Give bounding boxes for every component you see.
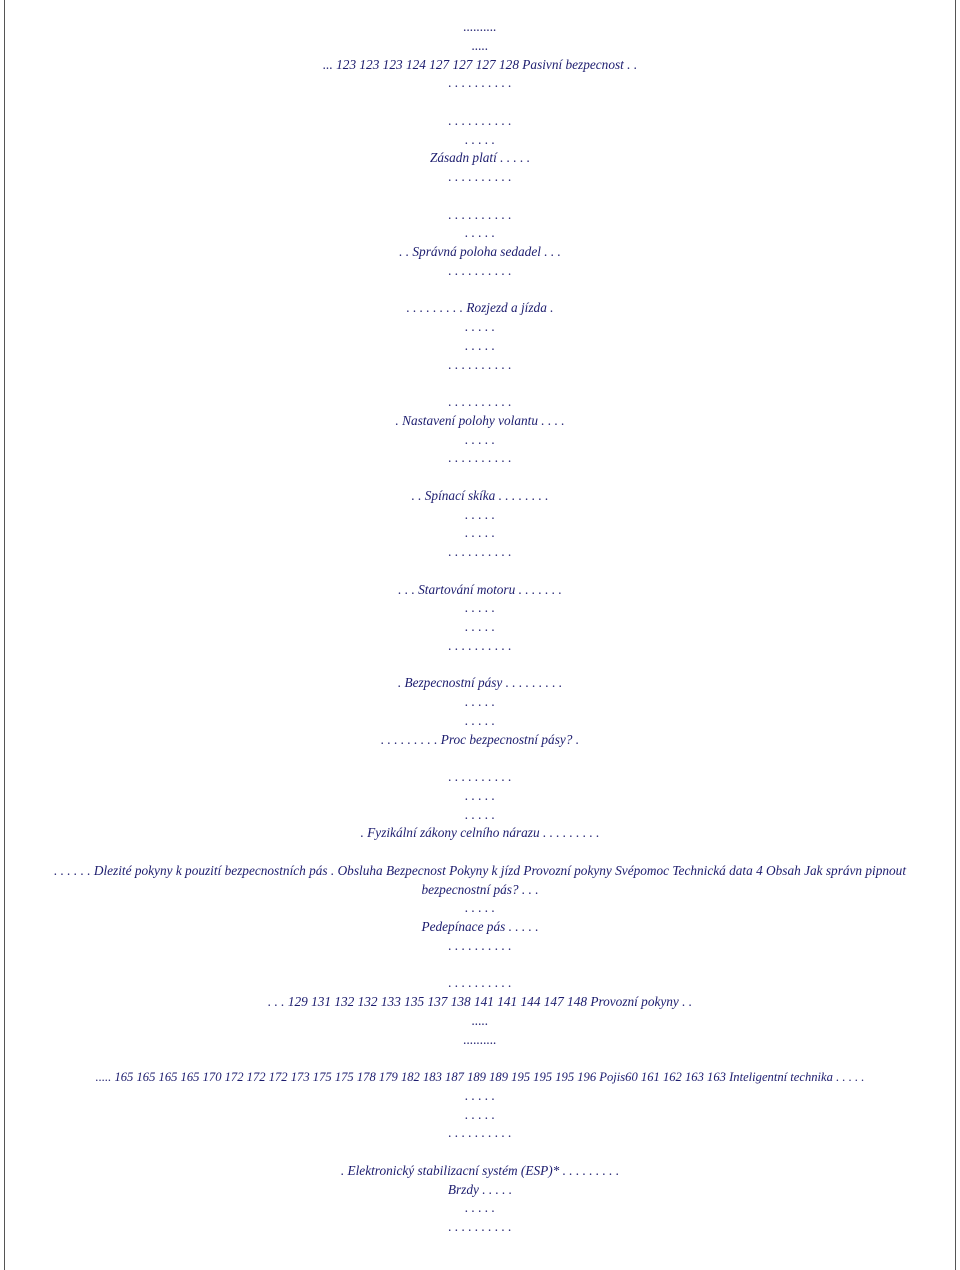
- toc-line: . . . . .: [465, 131, 495, 147]
- toc-line: . . . . .: [465, 600, 495, 616]
- toc-line: . . . . . . . . . .: [448, 262, 512, 278]
- toc-line: . . . . . . . . . .: [448, 112, 512, 128]
- toc-blank-line: [10, 749, 950, 768]
- toc-blank-line: [10, 656, 950, 675]
- toc-line: ... 123 123 123 124 127 127 127 128 Pasivní bezpecnost . .: [322, 56, 638, 72]
- toc-line: . . . . .: [465, 712, 495, 728]
- toc-line: . Bezpecnostní pásy . . . . . . . . .: [397, 675, 563, 691]
- toc-line: Pedepínace pás . . . . .: [421, 919, 539, 934]
- toc-line: . . . . .: [465, 525, 495, 541]
- toc-line: ..........: [463, 19, 497, 34]
- toc-line: . . . . . . . . . .: [448, 637, 512, 653]
- toc-line: . . . . . . . . . .: [448, 937, 512, 953]
- toc-line: Brzdy . . . . .: [447, 1181, 513, 1197]
- toc-paragraph: . . . . . . Dlezité pokyny k pouzití bezpecnostních pás . Obsluha Bezpecnost Pokyny k jízd Provozní pokyny Svépomoc Technická data 4 Obsah Jak správn pipnout bezpecnostní pás? . . .: [53, 862, 907, 897]
- toc-line: ..........: [463, 1031, 497, 1047]
- toc-line: . . . . . . . . . .: [448, 169, 512, 184]
- toc-line: . . . . .: [465, 1106, 495, 1122]
- toc-line: .....: [471, 1012, 489, 1028]
- toc-line: . . . . . . . . . .: [448, 450, 512, 466]
- toc-line: . . . . . . . . . .: [448, 544, 512, 559]
- toc-blank-line: [10, 468, 950, 487]
- toc-line: . . Správná poloha sedadel . . .: [399, 244, 561, 259]
- toc-blank-line: [10, 281, 950, 300]
- toc-line: . . . Startování motoru . . . . . . .: [398, 581, 562, 597]
- toc-blank-line: [10, 1143, 950, 1162]
- page-left-border: [4, 0, 5, 1270]
- toc-blank-line: [10, 1049, 950, 1068]
- toc-line: . . . . . . . . . Proc bezpecnostní pásy? .: [380, 731, 580, 747]
- toc-blank-line: [10, 956, 950, 975]
- toc-line: . . . 129 131 132 132 133 135 137 138 141 141 144 147 148 Provozní pokyny . .: [267, 994, 693, 1009]
- toc-line: Zásadn platí . . . . .: [429, 150, 531, 166]
- toc-line: . . . . . . . . . .: [448, 975, 512, 991]
- toc-line: . . . . . . . . . .: [448, 1219, 512, 1234]
- toc-line: . . . . .: [465, 225, 495, 241]
- toc-line: . . . . .: [465, 1087, 495, 1103]
- toc-line: . . . . . . . . . .: [448, 394, 512, 409]
- toc-blank-line: [10, 374, 950, 393]
- toc-line: . . Spínací skíka . . . . . . . .: [411, 487, 549, 503]
- toc-line: .....: [471, 37, 489, 53]
- toc-line: . . . . . . . . . .: [448, 769, 512, 784]
- toc-line: . . . . . . . . . .: [448, 1125, 512, 1141]
- toc-blank-line: [10, 93, 950, 112]
- toc-line: . . . . .: [465, 1200, 495, 1216]
- toc-line: . . . . .: [465, 337, 495, 353]
- toc-blank-line: [10, 187, 950, 206]
- toc-line: . . . . . . . . . .: [448, 75, 512, 91]
- toc-line: . . . . .: [465, 319, 495, 334]
- toc-line: . . . . .: [465, 506, 495, 522]
- toc-blank-line: [10, 843, 950, 862]
- toc-line: . . . . .: [465, 787, 495, 803]
- page-right-border: [955, 0, 956, 1270]
- toc-line: . . . . .: [465, 431, 495, 447]
- toc-line: . . . . . . . . . Rozjezd a jízda .: [406, 300, 554, 316]
- toc-line: . . . . .: [465, 900, 495, 916]
- toc-line: . . . . .: [465, 694, 495, 709]
- table-of-contents: [10, 18, 950, 1237]
- toc-line: . Fyzikální zákony celního nárazu . . . . . . . . .: [360, 825, 600, 841]
- toc-line: . . . . .: [465, 619, 495, 634]
- toc-blank-line: [10, 562, 950, 581]
- toc-line: . Nastavení polohy volantu . . . .: [395, 412, 565, 428]
- toc-line: . Elektronický stabilizacní systém (ESP)* . . . . . . . . .: [340, 1162, 620, 1178]
- toc-line: ..... 165 165 165 165 170 172 172 172 173 175 175 178 179 182 183 187 189 189 195 195 195 196 Pojis60 161 162 163 163 Inteligentní technika . . . . .: [95, 1070, 865, 1084]
- toc-line: . . . . . . . . . .: [448, 206, 512, 222]
- toc-line: . . . . .: [465, 806, 495, 822]
- toc-line: . . . . . . . . . .: [448, 356, 512, 372]
